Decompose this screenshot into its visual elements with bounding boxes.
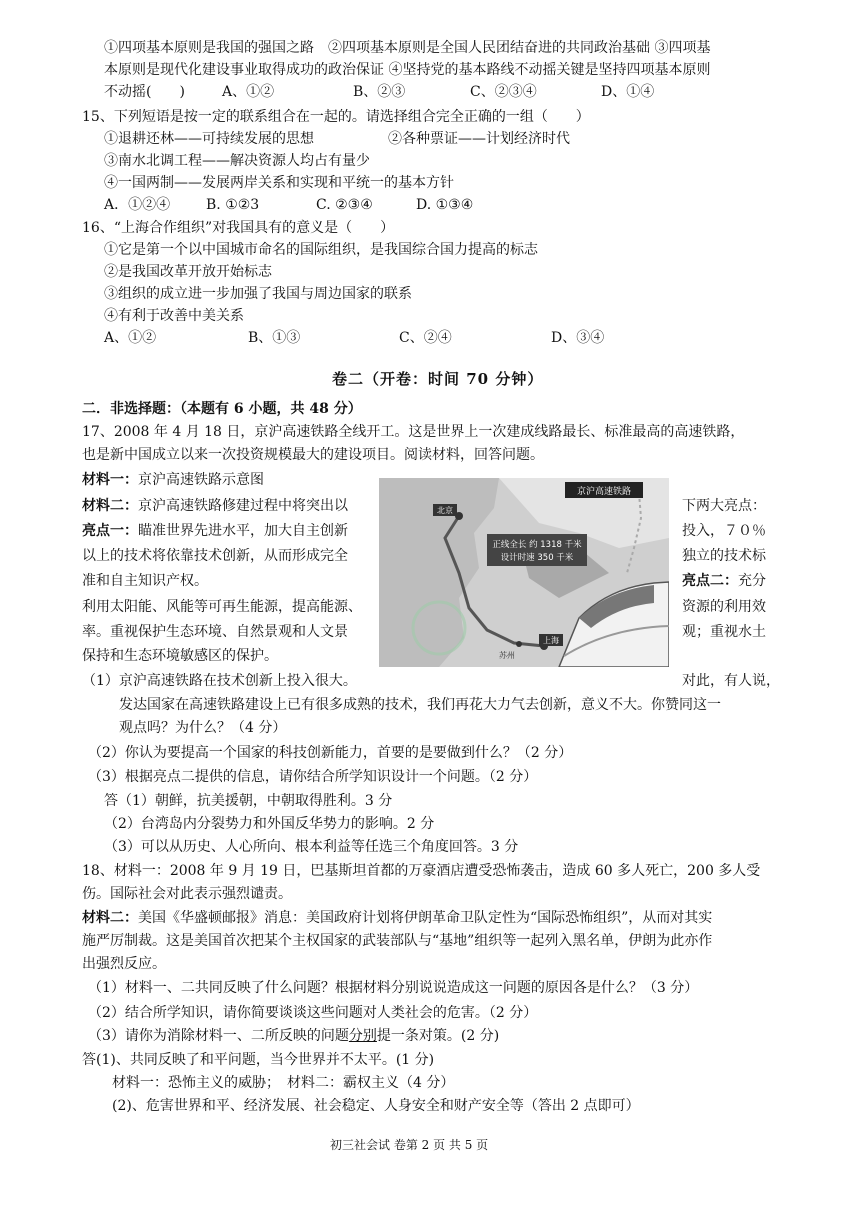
highlight2-right-text: 充分 <box>738 573 766 589</box>
q16-item2: ②是我国改革开放开始标志 <box>104 264 272 280</box>
q18-part3 <box>88 1025 499 1047</box>
map-title-text: 京沪高速铁路 <box>576 487 632 497</box>
q14-option-d: D、①④ <box>601 84 655 100</box>
q18-material2-label: 材料二： <box>82 910 138 926</box>
railway-map-figure <box>379 478 669 667</box>
q15-item2: ②各种票证——计划经济时代 <box>388 131 570 147</box>
q17-material2-right: 下两大亮点： <box>682 498 766 514</box>
q17-part1-left: （1）京沪高速铁路在技术创新上投入很大。 <box>82 673 357 689</box>
page-footer: 初三社会试 卷第 2 页 共 5 页 <box>330 1138 489 1152</box>
q16-option-d: D、③④ <box>551 330 605 346</box>
q14-stem-end: 不动摇( ) <box>104 84 185 100</box>
q16-option-a: A、①② <box>104 330 157 346</box>
section-title: 卷二（开卷：时间 70 分钟） <box>332 370 544 388</box>
q17-answer2: （2）台湾岛内分裂势力和外国反华势力的影响。2 分 <box>104 816 435 832</box>
railway-map-image <box>379 478 669 667</box>
q18-part3-underlined: 分别 <box>348 1028 377 1044</box>
q17-highlight2-right <box>682 570 766 592</box>
q17-highlight1-line2-left: 以上的技术将依靠技术创新，从而形成完全 <box>82 548 348 564</box>
q18-material2-text: 美国《华盛顿邮报》消息：美国政府计划将伊朗革命卫队定性为“国际恐怖组织”，从而对其实 <box>138 910 713 926</box>
q18-answer3: (2)、危害世界和平、经济发展、社会稳定、人身安全和财产安全等（答出 2 点即可） <box>112 1098 640 1114</box>
highlight2-label: 亮点二： <box>682 573 738 589</box>
q14-option-a: A、①② <box>222 84 275 100</box>
label-shanghai: 上海 <box>543 636 559 645</box>
station-suzhou <box>516 641 522 647</box>
q15-stem: 15、下列短语是按一定的联系组合在一起的。请选择组合完全正确的一组（ ） <box>82 109 590 125</box>
material2-label: 材料二： <box>82 498 138 514</box>
q16-item4: ④有利于改善中美关系 <box>104 308 244 324</box>
q16-option-b: B、①③ <box>248 330 301 346</box>
q17-material1 <box>82 469 264 491</box>
q17-highlight1-line3: 准和自主知识产权。 <box>82 573 208 589</box>
material1-label: 材料一： <box>82 472 138 488</box>
highlight1-label: 亮点一： <box>82 523 138 539</box>
q15-option-c: C. ②③④ <box>316 197 373 213</box>
q18-material2-line2: 施严厉制裁。这是美国首次把某个主权国家的武装部队与“基地”组织等一起列入黑名单，伊朗为此亦作 <box>82 933 713 949</box>
q18-line2: 伤。国际社会对此表示强烈谴责。 <box>82 886 292 902</box>
q18-part2: （2）结合所学知识，请你简要谈谈这些问题对人类社会的危害。（2 分） <box>88 1005 538 1021</box>
q14-option-b: B、②③ <box>353 84 406 100</box>
q17-highlight2-line4: 保持和生态环境敏感区的保护。 <box>82 648 278 664</box>
q17-highlight2-line2-right: 资源的利用效 <box>682 599 766 615</box>
q17-answer3: （3）可以从历史、人心所向、根本利益等任选三个角度回答。3 分 <box>104 839 519 855</box>
q14-line1: ①四项基本原则是我国的强国之路 ②四项基本原则是全国人民团结奋进的共同政治基础 ③四项基 <box>104 40 711 56</box>
q17-highlight1-right: 投入，７０％ <box>682 523 766 539</box>
q18-part3-text-b: 提一条对策。(2 分) <box>376 1028 500 1044</box>
map-info-length: 正线全长 约 1318 千米 <box>492 540 582 550</box>
highlight1-left-text: 瞄准世界先进水平，加大自主创新 <box>138 523 348 539</box>
q15-item4: ④一国两制——发展两岸关系和实现和平统一的基本方针 <box>104 175 454 191</box>
q18-material2-line3: 出强烈反应。 <box>82 956 166 972</box>
q17-material2-left <box>82 495 348 517</box>
q17-highlight1-line2-right: 独立的技术标 <box>682 548 766 564</box>
q17-part2: （2）你认为要提高一个国家的科技创新能力，首要的是要做到什么？（2 分） <box>88 745 573 761</box>
q18-line1: 18、材料一：2008 年 9 月 19 日，巴基斯坦首都的万豪酒店遭受恐怖袭击，造成 60 多人死亡，200 多人受 <box>82 863 761 879</box>
q18-part1: （1）材料一、二共同反映了什么问题？根据材料分别说说造成这一问题的原因各是什么？（3 分） <box>88 980 699 996</box>
label-beijing: 北京 <box>437 506 453 515</box>
q18-answer2: 材料一：恐怖主义的威胁； 材料二：霸权主义（4 分） <box>112 1075 455 1091</box>
q16-item3: ③组织的成立进一步加强了我国与周边国家的联系 <box>104 286 412 302</box>
q17-highlight1-left <box>82 520 348 542</box>
q17-part3: （3）根据亮点二提供的信息，请你结合所学知识设计一个问题。（2 分） <box>88 769 538 785</box>
q17-part1-right: 对此，有人说， <box>682 673 780 689</box>
q17-highlight2-line3-left: 率。重视保护生态环境、自然景观和人文景 <box>82 624 348 640</box>
map-info-speed: 设计时速 350 千米 <box>500 553 574 563</box>
q18-part3-text-a: （3）请你为消除材料一、二所反映的问题 <box>88 1028 349 1044</box>
q18-answer1: 答(1)、共同反映了和平问题，当今世界并不太平。(1 分) <box>82 1052 435 1068</box>
section-heading: 二．非选择题：（本题有 6 小题，共 48 分） <box>82 401 362 417</box>
q15-item3: ③南水北调工程——解决资源人均占有量少 <box>104 153 370 169</box>
q17-part1-line2: 发达国家在高速铁路建设上已有很多成熟的技术，我们再花大力气去创新，意义不大。你赞同这一 <box>119 697 721 713</box>
q18-material2-line1 <box>82 907 712 929</box>
q17-line2: 也是新中国成立以来一次投资规模最大的建设项目。阅读材料，回答问题。 <box>82 447 544 463</box>
q17-line1: 17、2008 年 4 月 18 日，京沪高速铁路全线开工。这是世界上一次建成线路最长、标准最高的高速铁路， <box>82 424 745 440</box>
q17-highlight2-line2-left: 利用太阳能、风能等可再生能源，提高能源、 <box>82 599 362 615</box>
material2-left-text: 京沪高速铁路修建过程中将突出以 <box>138 498 348 514</box>
q15-option-b: B. ①②3 <box>206 197 260 213</box>
q15-option-d: D. ①③④ <box>416 197 474 213</box>
q14-line2: 本原则是现代化建设事业取得成功的政治保证 ④坚持党的基本路线不动摇关键是坚持四项基本原则 <box>104 62 711 78</box>
q16-item1: ①它是第一个以中国城市命名的国际组织，是我国综合国力提高的标志 <box>104 242 538 258</box>
q17-highlight2-line3-right: 观；重视水土 <box>682 624 766 640</box>
q15-option-a: A．①②④ <box>104 197 171 213</box>
q15-item1: ①退耕还林——可持续发展的思想 <box>104 131 314 147</box>
q17-answer1: 答（1）朝鲜，抗美援朝，中朝取得胜利。3 分 <box>104 793 393 809</box>
label-suzhou: 苏州 <box>499 651 515 660</box>
q16-option-c: C、②④ <box>399 330 452 346</box>
q17-part1-line3: 观点吗？为什么？（4 分） <box>119 720 287 736</box>
q16-stem: 16、“上海合作组织”对我国具有的意义是（ ） <box>82 220 395 236</box>
q14-option-c: C、②③④ <box>470 84 537 100</box>
material1-text: 京沪高速铁路示意图 <box>138 472 264 488</box>
